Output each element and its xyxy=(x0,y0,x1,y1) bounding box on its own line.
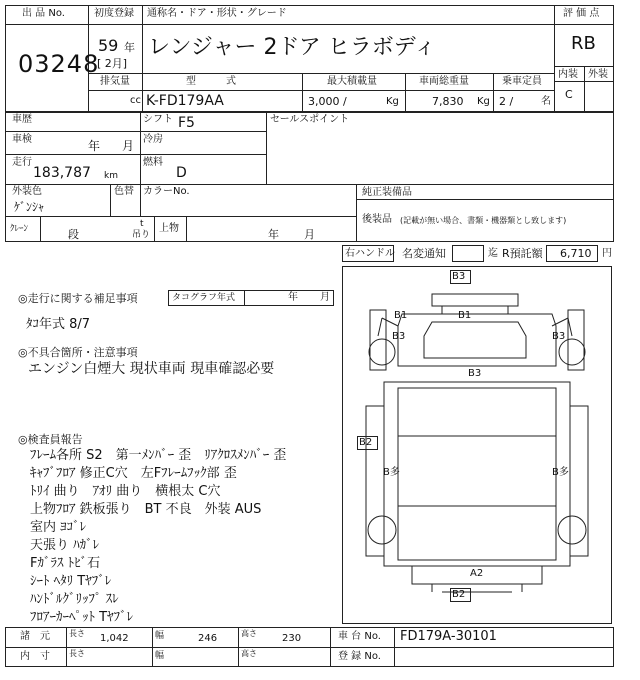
deck-year: 年 xyxy=(268,228,279,241)
model-name: レンジャー 2ドア ヒラボディ xyxy=(148,35,437,60)
gross-weight-unit: Kg xyxy=(477,96,490,107)
exterior-label: 外装 xyxy=(588,69,608,80)
gross-weight-label: 車両総重量 xyxy=(419,76,469,87)
length-label: 長さ xyxy=(69,629,85,638)
fuel-label: 燃料 xyxy=(143,157,163,168)
displacement-unit: cc xyxy=(130,95,141,106)
crane-stage: 段 xyxy=(68,228,79,241)
deadline-label: 迄 xyxy=(488,248,498,259)
first-reg-month: [ 2月] xyxy=(97,57,128,70)
inspector-line: ﾄﾘｲ 曲り ｱｵﾘ 曲り 横根太 C穴 xyxy=(30,484,221,499)
interior-dims-label: 内 寸 xyxy=(20,651,50,662)
interior-value: C xyxy=(565,88,573,101)
grade-label: 評 価 点 xyxy=(563,8,600,19)
genuine-equip-label: 純正装備品 xyxy=(362,187,412,198)
fuel-value: D xyxy=(176,165,187,181)
gross-weight: 7,830 xyxy=(432,95,464,108)
damage-mark: B多 xyxy=(552,467,569,478)
ext-color-label: 外装色 xyxy=(12,186,42,197)
name-change-label: 名変通知 xyxy=(402,247,446,260)
shift-value: F5 xyxy=(178,115,195,131)
damage-mark: B1 xyxy=(458,310,472,321)
inspector-title: ◎検査員報告 xyxy=(18,433,83,446)
chassis-no: FD179A-30101 xyxy=(400,629,497,644)
crane-hook: 吊り xyxy=(132,230,151,240)
width-label: 幅 xyxy=(155,631,165,641)
inspector-line: ﾌﾛｱｰｶｰﾍﾟｯﾄ Tﾔﾌﾞﾚ xyxy=(30,610,134,625)
dims-label: 諸 元 xyxy=(20,631,50,642)
inspector-line: ｷｬﾌﾞﾌﾛｱ 修正C穴 左Fﾌﾚｰﾑﾌｯｸ部 歪 xyxy=(30,466,237,481)
max-load-unit: Kg xyxy=(386,96,399,107)
capacity-unit: 名 xyxy=(541,96,551,107)
registration-label: 登 録 No. xyxy=(338,651,381,662)
aftermarket-label: 後装品 xyxy=(362,214,392,225)
inspection-month: 月 xyxy=(122,139,135,153)
shift-label: シフト xyxy=(143,114,173,125)
chassis-label: 車 台 No. xyxy=(338,631,381,642)
first-reg-year: 59 xyxy=(98,36,119,55)
damage-mark: B2 xyxy=(452,589,466,600)
max-load: 3,000 / xyxy=(308,95,347,108)
height-label: 高さ xyxy=(241,629,257,638)
length-label: 長さ xyxy=(69,649,85,658)
inspector-line: 天張り ﾊｶﾞﾚ xyxy=(30,538,100,553)
history-label: 車歴 xyxy=(12,114,32,125)
ext-color-value: ｹﾞﾝｼｬ xyxy=(14,200,45,214)
interior-label: 内装 xyxy=(558,69,578,80)
color-change-label: 色替 xyxy=(114,186,134,197)
tacho-year: 年 xyxy=(288,292,298,303)
deck-month: 月 xyxy=(304,228,315,241)
width-label: 幅 xyxy=(155,651,165,661)
r-deposit-unit: 円 xyxy=(602,248,612,259)
first-reg-label: 初度登録 xyxy=(94,8,134,19)
rhd-label: 右ハンドル xyxy=(345,248,395,259)
damage-mark: B2 xyxy=(359,437,373,448)
length-value: 1,042 xyxy=(100,633,129,644)
capacity-label: 乗車定員 xyxy=(502,76,542,87)
capacity: 2 / xyxy=(499,95,514,108)
ac-label: 冷房 xyxy=(143,134,163,145)
tacho-label: タコグラフ年式 xyxy=(172,293,236,303)
inspection-label: 車検 xyxy=(12,134,32,145)
grade: RB xyxy=(571,33,596,54)
travel-title: ◎走行に関する補足事項 xyxy=(18,292,138,305)
inspector-line: 上物ﾌﾛｱ 鉄板張り BT 不良 外装 AUS xyxy=(30,502,262,517)
deck-label: 上物 xyxy=(159,223,179,234)
crane-ton: t xyxy=(140,219,144,229)
name-change-box xyxy=(452,245,484,262)
damage-mark: B多 xyxy=(383,467,400,478)
crane-label: ｸﾚｰﾝ xyxy=(10,224,29,234)
damage-mark: B3 xyxy=(552,331,566,342)
height-value: 230 xyxy=(282,633,302,644)
damage-mark: B3 xyxy=(452,271,466,282)
inspector-line: ﾌﾚｰﾑ各所 S2 第一ﾒﾝﾊﾞｰ 歪 ﾘｱｸﾛｽﾒﾝﾊﾞｰ 歪 xyxy=(30,448,287,463)
sales-point-label: セールスポイント xyxy=(270,114,350,125)
damage-mark: B3 xyxy=(468,368,482,379)
first-reg-year-unit: 年 xyxy=(124,41,135,54)
height-label: 高さ xyxy=(241,649,257,658)
lot-no: 03248 xyxy=(18,50,100,78)
r-deposit-label: R預託額 xyxy=(502,247,543,260)
max-load-label: 最大積載量 xyxy=(327,76,377,87)
name-label: 通称名・ドア・形状・グレード xyxy=(147,8,287,19)
defect-line: エンジン白煙大 現状車両 現車確認必要 xyxy=(28,361,275,377)
model-type-label: 型 式 xyxy=(186,76,236,87)
inspection-year: 年 xyxy=(88,139,101,153)
tacho-month: 月 xyxy=(320,292,330,303)
lot-no-label: 出 品 No. xyxy=(22,8,65,19)
aftermarket-note: (記載が無い場合、書類・機器類とし致します) xyxy=(400,216,567,225)
r-deposit-value: 6,710 xyxy=(560,247,592,260)
mileage-unit: km xyxy=(104,171,118,181)
damage-mark: A2 xyxy=(470,568,484,579)
mileage-label: 走行 xyxy=(12,157,32,168)
damage-mark: B3 xyxy=(392,331,406,342)
tacho-line: ﾀｺ年式 8/7 xyxy=(26,317,91,332)
inspector-line: ｼｰﾄ ﾍﾀﾘ Tﾔﾌﾞﾚ xyxy=(30,574,112,589)
inspector-line: 室内 ﾖｺﾞﾚ xyxy=(30,520,87,535)
inspector-line: ﾊﾝﾄﾞﾙｸﾞﾘｯﾌﾟ ｽﾚ xyxy=(30,592,119,607)
damage-mark: B1 xyxy=(394,310,408,321)
displacement-label: 排気量 xyxy=(100,76,130,87)
width-value: 246 xyxy=(198,633,218,644)
defect-title: ◎不具合箇所・注意事項 xyxy=(18,346,138,359)
model-type: K-FD179AA xyxy=(146,93,224,109)
inspector-line: Fｶﾞﾗｽ ﾄﾋﾞ石 xyxy=(30,556,101,571)
color-no-label: カラーNo. xyxy=(143,186,190,197)
mileage-value: 183,787 xyxy=(33,165,91,181)
